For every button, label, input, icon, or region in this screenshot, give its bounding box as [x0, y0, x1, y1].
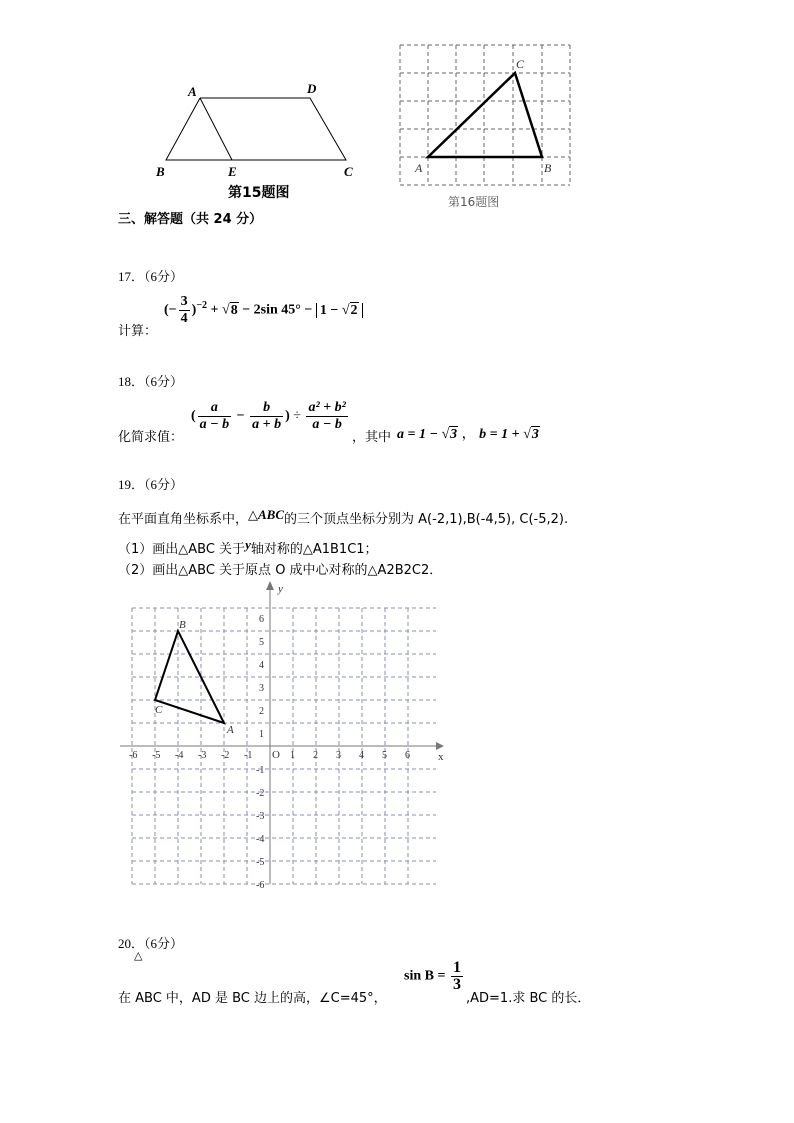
- fig16-label-B: B: [544, 161, 552, 175]
- y-tick-label: -5: [256, 857, 265, 868]
- x-tick-label: 3: [336, 750, 341, 761]
- origin-label: O: [272, 749, 280, 761]
- q20-number: 20．（6分）: [118, 936, 184, 951]
- point-label-B: B: [179, 619, 186, 631]
- q17-fraction: $\frac{3}{4}$: [180, 294, 188, 326]
- q19-item1: （1）画出△ABC 关于y轴对称的△A1B1C1；: [118, 537, 378, 557]
- y-tick-label: 5: [259, 637, 264, 648]
- y-tick-label: 1: [259, 729, 264, 740]
- fig15-label-B: B: [156, 164, 165, 179]
- y-axis-arrow-icon: [266, 581, 274, 590]
- x-tick-label: 2: [313, 750, 318, 761]
- fig15-label-A: A: [188, 84, 197, 99]
- q17-abs: 1 − √2: [316, 303, 363, 318]
- q19-item2: （2）画出△ABC 关于原点 O 成中心对称的△A2B2C2．: [118, 563, 443, 578]
- y-tick-label: 2: [259, 706, 264, 717]
- q19-coordinate-grid: [118, 578, 458, 898]
- y-tick-label: 4: [259, 660, 264, 671]
- y-axis-label: y: [278, 583, 283, 595]
- x-tick-label: -4: [175, 750, 184, 761]
- x-tick-label: -5: [152, 750, 161, 761]
- parallelogram-outline: [166, 98, 346, 160]
- y-tick-label: -1: [256, 765, 265, 776]
- q18-prefix: 化简求值：: [118, 430, 184, 445]
- fig15-caption: 第15题图: [228, 185, 290, 201]
- x-tick-label: 4: [359, 750, 364, 761]
- y-tick-label: -4: [256, 834, 265, 845]
- q17-number: 17．（6分）: [118, 269, 184, 284]
- x-tick-label: -6: [129, 750, 138, 761]
- point-label-C: C: [155, 704, 163, 716]
- y-tick-label: -6: [256, 880, 265, 891]
- point-label-A: A: [227, 724, 234, 736]
- q18-where: ，其中: [352, 430, 392, 445]
- y-tick-labels: [256, 614, 264, 891]
- x-tick-label: 5: [382, 750, 387, 761]
- y-tick-label: 3: [259, 683, 264, 694]
- q18-expression: ( $\frac{a}{a - b}$ − $\frac{b}{a + b}$ ) ÷ $\frac{\text{a² + b²}}{a - b}$: [191, 400, 346, 432]
- q20-text-post: ,AD=1.求 BC 的长．: [466, 991, 591, 1006]
- fig16-label-A: A: [415, 161, 423, 175]
- figure-15: [150, 78, 370, 208]
- x-tick-label: 1: [290, 750, 295, 761]
- q19-line1: 在平面直角坐标系中，△ABC的三个顶点坐标分别为 A(-2,1),B(-4,5), C(-5,2).: [118, 507, 569, 527]
- y-tick-label: -3: [256, 811, 265, 822]
- figure-16: [395, 40, 575, 212]
- q17-prefix: 计算：: [118, 324, 158, 339]
- x-axis-label: x: [438, 751, 444, 763]
- fig16-label-C: C: [516, 57, 525, 71]
- q17-expression: (− $\frac{3}{4}$ )$^{-2}$ + √8 − 2sin 45° − 1 − √2: [164, 294, 363, 327]
- section-title: 三、解答题（共 24 分）: [118, 212, 263, 227]
- x-tick-label: -1: [244, 750, 253, 761]
- fig16-caption: 第16题图: [448, 195, 500, 209]
- x-tick-label: -3: [198, 750, 207, 761]
- q20-text-pre: 在 ABC 中，AD 是 BC 边上的高，∠C=45°，: [118, 991, 387, 1006]
- y-tick-label: 6: [259, 614, 264, 625]
- fig15-label-C: C: [344, 164, 353, 179]
- q20-triangle-symbol: △: [134, 949, 143, 962]
- fig16-triangle: [428, 73, 542, 157]
- x-axis-arrow-icon: [436, 742, 444, 750]
- q20-sinB: sin B = $\frac{1}{3}$: [404, 959, 461, 993]
- q18-number: 18．（6分）: [118, 374, 184, 389]
- q19-number: 19．（6分）: [118, 477, 184, 492]
- segment-AE: [200, 98, 232, 160]
- q18-values: a = 1 − √3 ， b = 1 + √3: [397, 427, 539, 442]
- fig15-label-E: E: [228, 164, 237, 179]
- y-tick-label: -2: [256, 788, 265, 799]
- x-tick-label: 6: [405, 750, 410, 761]
- x-tick-label: -2: [221, 750, 230, 761]
- fig15-label-D: D: [307, 81, 317, 96]
